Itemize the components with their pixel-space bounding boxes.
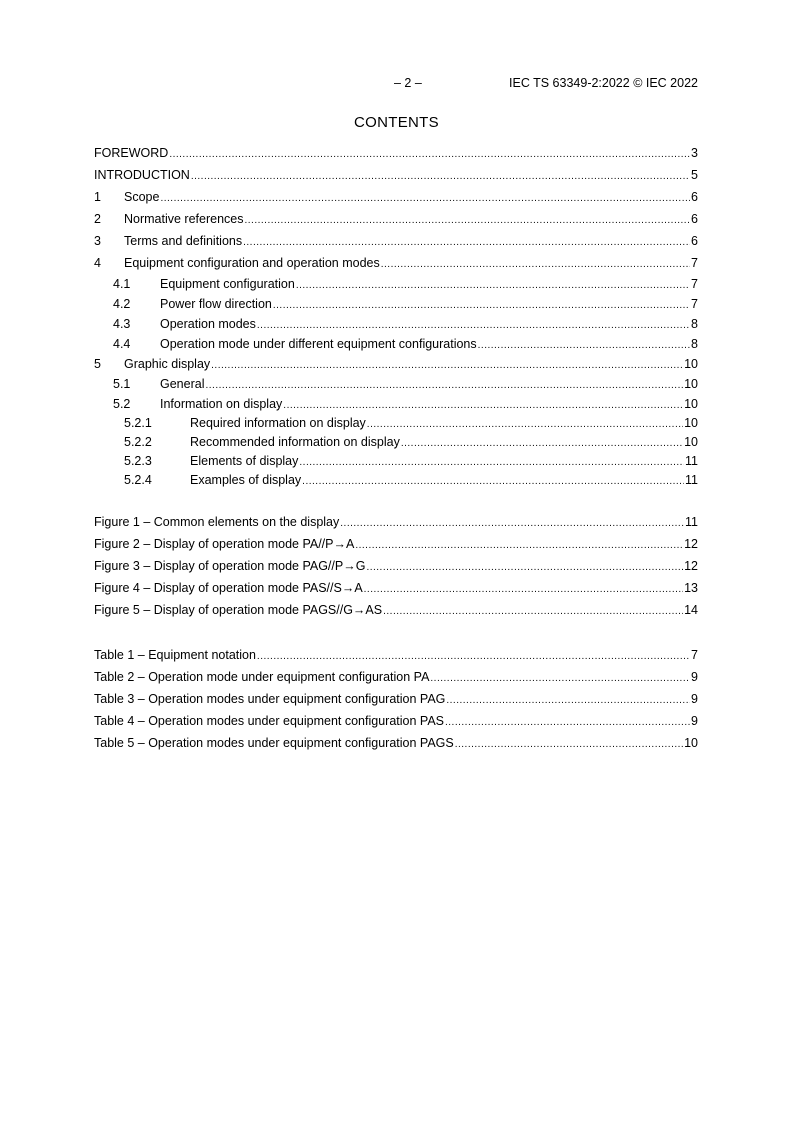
toc-entry-operation-modes[interactable] bbox=[94, 315, 698, 333]
toc-entry-terms-and-definitions[interactable] bbox=[94, 232, 698, 250]
toc-entry-label: Table 1 – Equipment notation bbox=[94, 648, 256, 662]
dot-leader bbox=[257, 317, 690, 335]
dot-leader bbox=[283, 397, 683, 415]
toc-entry-page: 12 bbox=[684, 537, 698, 551]
toc-entry-page: 7 bbox=[691, 277, 698, 291]
toc-entry-recommended-information[interactable] bbox=[94, 433, 698, 451]
toc-entry-examples-of-display[interactable] bbox=[94, 471, 698, 489]
toc-entry-number: 5 bbox=[94, 357, 101, 371]
dot-leader bbox=[355, 537, 683, 555]
toc-entry-figure-3[interactable] bbox=[94, 557, 698, 575]
dot-leader bbox=[445, 714, 690, 732]
dot-leader bbox=[169, 146, 690, 164]
toc-entry-table-5[interactable] bbox=[94, 734, 698, 752]
toc-entry-information-on-display[interactable] bbox=[94, 395, 698, 413]
toc-entry-label: Terms and definitions bbox=[124, 234, 243, 248]
toc-entry-label: Recommended information on display bbox=[190, 435, 400, 449]
toc-entry-page: 9 bbox=[691, 692, 698, 706]
toc-entry-page: 13 bbox=[684, 581, 698, 595]
page-title: CONTENTS bbox=[354, 114, 439, 131]
dot-leader bbox=[160, 190, 690, 208]
toc-entry-label: General bbox=[160, 377, 205, 391]
toc-entry-foreword[interactable] bbox=[94, 144, 698, 162]
toc-entry-page: 10 bbox=[684, 357, 698, 371]
toc-entry-page: 8 bbox=[691, 337, 698, 351]
toc-entry-number: 5.1 bbox=[113, 377, 131, 391]
toc-entry-number: 3 bbox=[94, 234, 101, 248]
dot-leader bbox=[245, 212, 691, 230]
toc-entry-general[interactable] bbox=[94, 375, 698, 393]
toc-entry-label: Information on display bbox=[160, 397, 283, 411]
toc-entry-label: Equipment configuration bbox=[160, 277, 295, 291]
toc-entry-label: Figure 2 – Display of operation mode PA//P→A bbox=[94, 537, 355, 551]
toc-entry-label: Table 5 – Operation modes under equipment configuration PAGS bbox=[94, 736, 454, 750]
toc-entry-page: 6 bbox=[691, 190, 698, 204]
toc-entry-page: 10 bbox=[684, 397, 698, 411]
toc-entry-figure-2[interactable] bbox=[94, 535, 698, 553]
dot-leader bbox=[381, 256, 690, 274]
toc-entry-power-flow-direction[interactable] bbox=[94, 295, 698, 313]
dot-leader bbox=[340, 515, 684, 533]
toc-entry-label: Equipment configuration and operation modes bbox=[124, 256, 380, 270]
toc-entry-page: 10 bbox=[684, 736, 698, 750]
toc-entry-page: 7 bbox=[691, 648, 698, 662]
toc-entry-table-1[interactable] bbox=[94, 646, 698, 664]
dot-leader bbox=[191, 168, 690, 186]
toc-entry-graphic-display[interactable] bbox=[94, 355, 698, 373]
toc-entry-figure-5[interactable] bbox=[94, 601, 698, 619]
toc-entry-label: Table 4 – Operation modes under equipment configuration PAS bbox=[94, 714, 444, 728]
dot-leader bbox=[243, 234, 690, 252]
toc-entry-number: 1 bbox=[94, 190, 101, 204]
toc-entry-equipment-configuration[interactable] bbox=[94, 275, 698, 293]
toc-entry-page: 11 bbox=[685, 454, 698, 468]
toc-entry-page: 9 bbox=[691, 714, 698, 728]
toc-entry-page: 6 bbox=[691, 234, 698, 248]
toc-entry-label: FOREWORD bbox=[94, 146, 169, 160]
toc-entry-label: Figure 5 – Display of operation mode PAGS//G→AS bbox=[94, 603, 383, 617]
toc-entry-table-3[interactable] bbox=[94, 690, 698, 708]
dot-leader bbox=[401, 435, 683, 453]
toc-entry-page: 7 bbox=[691, 256, 698, 270]
toc-entry-label: Normative references bbox=[124, 212, 244, 226]
toc-entry-introduction[interactable] bbox=[94, 166, 698, 184]
toc-entry-page: 10 bbox=[684, 377, 698, 391]
dot-leader bbox=[478, 337, 690, 355]
toc-entry-label: Figure 3 – Display of operation mode PAG//P→G bbox=[94, 559, 366, 573]
toc-entry-page: 7 bbox=[691, 297, 698, 311]
toc-entry-label: Figure 1 – Common elements on the display bbox=[94, 515, 340, 529]
toc-entry-page: 6 bbox=[691, 212, 698, 226]
dot-leader bbox=[257, 648, 690, 666]
toc-entry-number: 5.2.4 bbox=[124, 473, 152, 487]
toc-entry-elements-of-display[interactable] bbox=[94, 452, 698, 470]
toc-entry-figure-1[interactable] bbox=[94, 513, 698, 531]
dot-leader bbox=[455, 736, 683, 754]
toc-entry-label: Table 3 – Operation modes under equipment configuration PAG bbox=[94, 692, 446, 706]
dot-leader bbox=[299, 454, 684, 472]
toc-entry-page: 11 bbox=[685, 515, 698, 529]
toc-entry-table-4[interactable] bbox=[94, 712, 698, 730]
toc-entry-figure-4[interactable] bbox=[94, 579, 698, 597]
toc-entry-label: Examples of display bbox=[190, 473, 302, 487]
toc-entry-label: Graphic display bbox=[124, 357, 211, 371]
toc-entry-operation-mode-under-configurations[interactable] bbox=[94, 335, 698, 353]
dot-leader bbox=[296, 277, 690, 295]
toc-entry-page: 10 bbox=[684, 435, 698, 449]
dot-leader bbox=[446, 692, 690, 710]
toc-entry-equipment-configuration-and-operation-modes[interactable] bbox=[94, 254, 698, 272]
toc-entry-page: 3 bbox=[691, 146, 698, 160]
dot-leader bbox=[366, 559, 683, 577]
toc-sections bbox=[94, 144, 698, 489]
toc-entry-normative-references[interactable] bbox=[94, 210, 698, 228]
toc-entry-label: Required information on display bbox=[190, 416, 366, 430]
toc-entry-label: Power flow direction bbox=[160, 297, 272, 311]
toc-entry-page: 10 bbox=[684, 416, 698, 430]
toc-entry-number: 5.2 bbox=[113, 397, 131, 411]
dot-leader bbox=[302, 473, 684, 491]
toc-entry-number: 5.2.1 bbox=[124, 416, 152, 430]
toc-entry-page: 14 bbox=[684, 603, 698, 617]
dot-leader bbox=[273, 297, 690, 315]
toc-figures bbox=[94, 513, 698, 619]
toc-entry-number: 4 bbox=[94, 256, 101, 270]
toc-entry-required-information[interactable] bbox=[94, 414, 698, 432]
toc-entry-label: Elements of display bbox=[190, 454, 299, 468]
toc-tables bbox=[94, 646, 698, 752]
toc-entry-page: 9 bbox=[691, 670, 698, 684]
toc-entry-page: 12 bbox=[684, 559, 698, 573]
toc-entry-label: Scope bbox=[124, 190, 160, 204]
page-number: – 2 – bbox=[394, 76, 422, 90]
toc-entry-number: 4.1 bbox=[113, 277, 131, 291]
dot-leader bbox=[205, 377, 683, 395]
document-id: IEC TS 63349-2:2022 © IEC 2022 bbox=[509, 76, 698, 90]
toc-entry-page: 11 bbox=[685, 473, 698, 487]
toc-entry-number: 4.3 bbox=[113, 317, 131, 331]
page-header bbox=[94, 76, 698, 94]
dot-leader bbox=[430, 670, 690, 688]
toc-entry-scope[interactable] bbox=[94, 188, 698, 206]
toc-entry-label: Table 2 – Operation mode under equipment configuration PA bbox=[94, 670, 430, 684]
dot-leader bbox=[367, 416, 683, 434]
toc-entry-label: Operation modes bbox=[160, 317, 256, 331]
toc-entry-label: Operation mode under different equipment configurations bbox=[160, 337, 477, 351]
toc-entry-label: Figure 4 – Display of operation mode PAS//S→A bbox=[94, 581, 363, 595]
toc-entry-table-2[interactable] bbox=[94, 668, 698, 686]
toc-entry-number: 4.4 bbox=[113, 337, 131, 351]
toc-entry-number: 2 bbox=[94, 212, 101, 226]
toc-entry-number: 4.2 bbox=[113, 297, 131, 311]
toc-entry-number: 5.2.3 bbox=[124, 454, 152, 468]
dot-leader bbox=[364, 581, 683, 599]
toc-entry-page: 5 bbox=[691, 168, 698, 182]
dot-leader bbox=[211, 357, 683, 375]
toc-entry-page: 8 bbox=[691, 317, 698, 331]
toc-entry-number: 5.2.2 bbox=[124, 435, 152, 449]
dot-leader bbox=[383, 603, 683, 621]
toc-entry-label: INTRODUCTION bbox=[94, 168, 190, 182]
